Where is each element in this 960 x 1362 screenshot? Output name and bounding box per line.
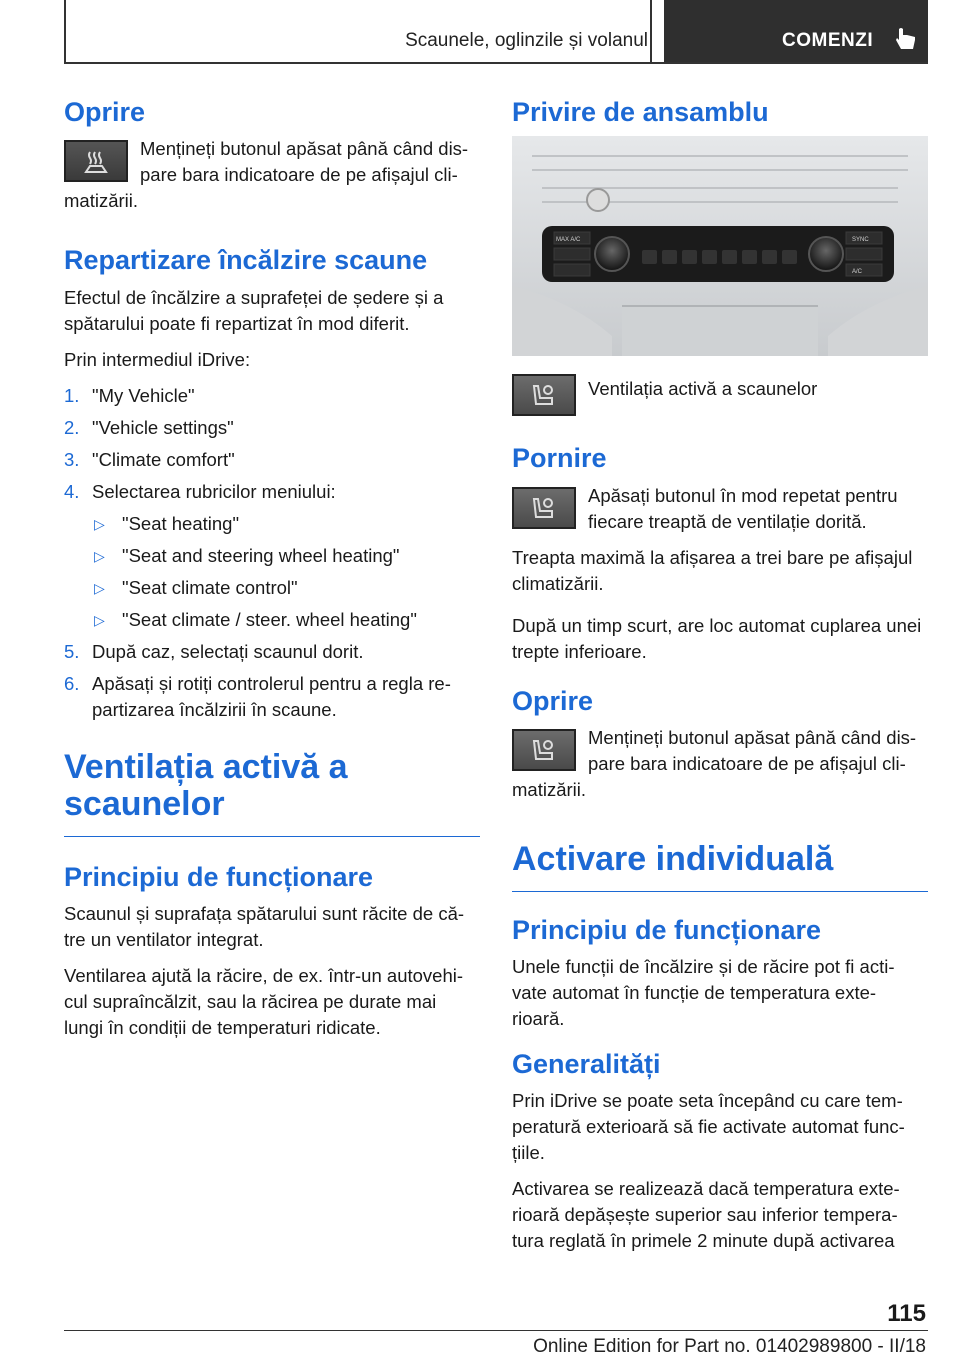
right-column	[512, 96, 928, 1264]
seat-ventilation-button-icon	[512, 487, 576, 529]
list-item: 1. "My Vehicle"	[64, 384, 195, 406]
sub-list-item: ▷ "Seat climate control"	[94, 576, 298, 598]
generalitati-paragraph-1: Prin iDrive se poate seta începând cu care tem‐peratură exterioară să fie activate automat func‐țiile.	[512, 1090, 905, 1164]
seat-heating-button-icon	[64, 140, 128, 182]
heading-principiu: Principiu de funcționare	[64, 861, 374, 892]
steps-list	[64, 383, 480, 723]
sub-list-item: ▷ "Seat heating"	[94, 512, 240, 534]
generalitati-paragraph-2: Activarea se realizează dacă temperatura exte‐rioară depășește superior sau inferior tempera‐tura reglată în primele 2 minute după activarea	[512, 1178, 900, 1252]
heading-ventilatia: Ventilația activă a scaunelor	[64, 749, 480, 837]
pornire-paragraph-3: După un timp scurt, are loc automat cuplarea unei trepte inferioare.	[512, 614, 922, 662]
principiu-paragraph-1: Scaunul și suprafața spătarului sunt răcite de că‐tre un ventilator integrat.	[64, 902, 465, 950]
list-item: 4. Selectarea rubricilor meniului:	[64, 480, 336, 502]
photo-caption: Ventilația activă a scaunelor	[588, 378, 818, 400]
chapter-tab	[664, 0, 928, 62]
seat-ventilation-button-icon	[512, 374, 576, 416]
hand-pointer-icon	[896, 27, 916, 51]
footer-edition: Online Edition for Part no. 01402989800 - II/18	[533, 1336, 926, 1357]
heading-oprire: Oprire	[64, 97, 146, 127]
heading-principiu-activare: Principiu de funcționare	[512, 914, 822, 945]
seat-ventilation-button-icon	[512, 729, 576, 771]
header-divider	[650, 0, 652, 62]
oprire-ventilatie-text: Mențineți butonul apăsat până când dis‐pare bara indicatoare de pe afișajul cli‐matizării.	[512, 727, 917, 801]
heading-generalitati: Generalități	[512, 1048, 661, 1079]
oprire-text: Mențineți butonul apăsat până când dis‐pare bara indicatoare de pe afișajul cli‐matizării.	[64, 138, 469, 212]
panel-label-max-ac: MAX A/C	[556, 237, 581, 244]
heading-repartizare: Repartizare încălzire scaune	[64, 245, 428, 276]
principiu-activare-paragraph: Unele funcții de încălzire și de răcire pot fi acti‐vate automat în funcție de temperatura exte‐rioară.	[512, 955, 895, 1029]
pornire-paragraph-2: Treapta maximă la afișarea a trei bare pe afișajul climatizării.	[512, 546, 913, 594]
heading-oprire-ventilatie: Oprire	[512, 685, 594, 716]
footer-divider	[64, 1330, 928, 1331]
heading-privire: Privire de ansamblu	[512, 97, 769, 127]
pornire-text: Apăsați butonul în mod repetat pentru fiecare treaptă de ventilație dorită.	[588, 484, 898, 532]
principiu-paragraph-2: Ventilarea ajută la răcire, de ex. într-un autovehi‐cul supraîncălzit, sau la răcirea pe durate mai lungi în condiții de temperaturi ridicate.	[64, 964, 464, 1038]
heading-activare: Activare individuală	[512, 841, 928, 891]
repartizare-paragraph-2: Prin intermediul iDrive:	[64, 348, 251, 370]
heading-pornire: Pornire	[512, 443, 607, 474]
sub-list-item: ▷ "Seat climate / steer. wheel heating"	[94, 608, 417, 630]
panel-label-sync: SYNC	[852, 237, 869, 244]
left-column	[64, 96, 480, 1051]
list-item: 5. După caz, selectați scaunul dorit.	[64, 640, 364, 662]
section-title: Scaunele, oglinzile și volanul	[405, 30, 648, 51]
list-item: 3. "Climate comfort"	[64, 448, 235, 470]
list-item: 2. "Vehicle settings"	[64, 416, 234, 438]
sub-list-item: ▷ "Seat and steering wheel heating"	[94, 544, 400, 566]
page-header	[64, 0, 928, 64]
list-item: 6. Apăsați și rotiți controlerul pentru a regla re‐partizarea încălzirii în scaune.	[64, 672, 451, 720]
panel-label-ac: A/C	[852, 269, 863, 276]
chapter-tab-label: COMENZI	[782, 30, 874, 51]
page-number: 115	[887, 1300, 926, 1327]
climate-panel-photo	[512, 136, 928, 356]
repartizare-paragraph-1: Efectul de încălzire a suprafeței de ședere și a spătarului poate fi repartizat în mod diferit.	[64, 286, 444, 334]
